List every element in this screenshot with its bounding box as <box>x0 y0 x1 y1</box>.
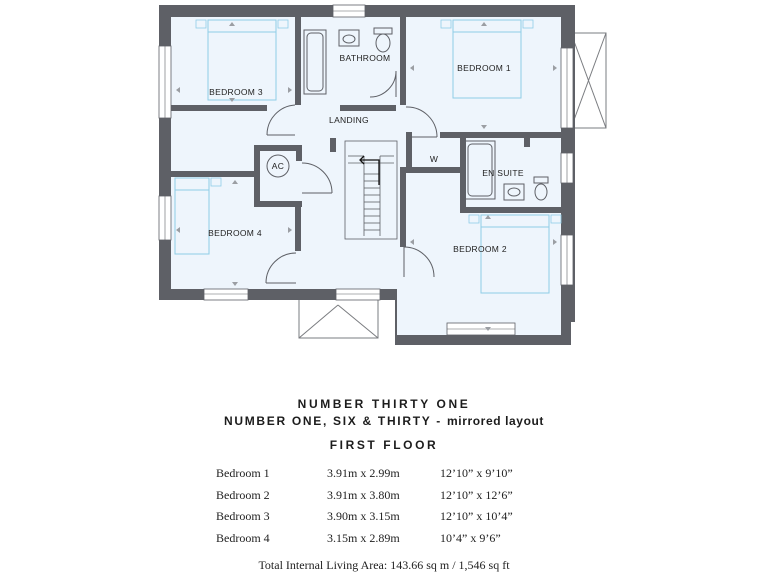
room-label-bedroom-3: BEDROOM 3 <box>209 87 263 97</box>
room-label-landing: LANDING <box>329 115 369 125</box>
room-imperial: 12’10” x 12’6” <box>440 487 513 502</box>
floor-title: FIRST FLOOR <box>329 438 439 452</box>
room-label-bedroom-2: BEDROOM 2 <box>453 244 507 254</box>
total-living-area: Total Internal Living Area: 143.66 sq m / 1,546 sq ft <box>258 558 510 572</box>
house-title: NUMBER THIRTY ONE <box>297 397 471 411</box>
room-label-ac: AC <box>271 161 285 171</box>
room-label-bedroom-1: BEDROOM 1 <box>457 63 511 73</box>
room-metric: 3.90m x 3.15m <box>327 509 400 524</box>
room-label-bedroom-4: BEDROOM 4 <box>208 228 262 238</box>
room-metric: 3.91m x 2.99m <box>327 466 400 480</box>
room-label-w: W <box>429 154 439 164</box>
table-row <box>216 488 540 510</box>
room-dimensions-table <box>216 466 540 552</box>
table-row <box>216 466 540 488</box>
table-row <box>216 531 540 553</box>
room-imperial: 12’10” x 9’10” <box>440 466 513 480</box>
room-name: Bedroom 1 <box>216 466 270 480</box>
room-name: Bedroom 4 <box>216 530 270 545</box>
room-imperial: 10’4” x 9’6” <box>440 530 501 545</box>
room-label-en-suite: EN SUITE <box>482 168 524 178</box>
house-subtitle <box>0 414 768 428</box>
room-imperial: 12’10” x 10’4” <box>440 509 513 524</box>
room-name: Bedroom 2 <box>216 487 270 502</box>
subtitle-note: mirrored layout <box>447 414 545 428</box>
room-metric: 3.91m x 3.80m <box>327 487 400 502</box>
table-row <box>216 509 540 531</box>
room-name: Bedroom 3 <box>216 509 270 524</box>
room-label-bathroom: BATHROOM <box>339 53 391 63</box>
room-metric: 3.15m x 2.89m <box>327 530 400 545</box>
subtitle-main: NUMBER ONE, SIX & THIRTY - <box>223 414 447 428</box>
